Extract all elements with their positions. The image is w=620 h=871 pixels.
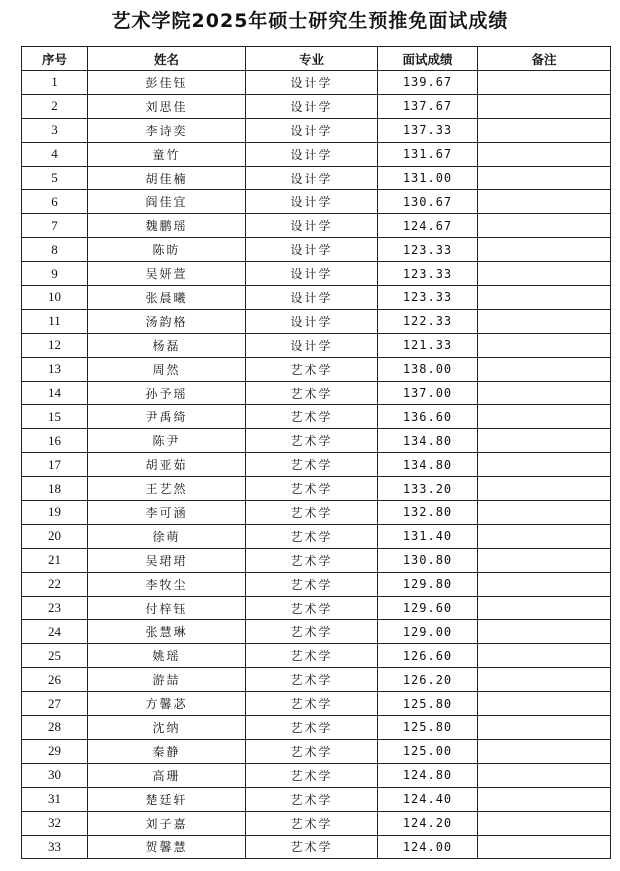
header-remarks: 备注 <box>478 47 611 71</box>
header-index: 序号 <box>22 47 88 71</box>
cell-index: 9 <box>22 262 88 286</box>
table-row <box>22 644 611 668</box>
cell-index: 22 <box>22 572 88 596</box>
cell-index: 30 <box>22 763 88 787</box>
header-score: 面试成绩 <box>378 47 478 71</box>
cell-remarks <box>478 71 611 95</box>
cell-score: 124.67 <box>378 214 478 238</box>
cell-remarks <box>478 190 611 214</box>
table-row <box>22 309 611 333</box>
cell-name: 刘子嘉 <box>88 811 246 835</box>
cell-index: 15 <box>22 405 88 429</box>
cell-name: 游喆 <box>88 668 246 692</box>
cell-score: 133.20 <box>378 477 478 501</box>
cell-major: 设计学 <box>246 309 378 333</box>
cell-score: 129.80 <box>378 572 478 596</box>
cell-major: 设计学 <box>246 238 378 262</box>
cell-remarks <box>478 429 611 453</box>
cell-remarks <box>478 286 611 310</box>
cell-name: 秦静 <box>88 739 246 763</box>
cell-score: 130.67 <box>378 190 478 214</box>
cell-name: 沈纳 <box>88 716 246 740</box>
cell-remarks <box>478 381 611 405</box>
cell-score: 132.80 <box>378 501 478 525</box>
cell-name: 徐萌 <box>88 524 246 548</box>
cell-index: 3 <box>22 118 88 142</box>
cell-index: 11 <box>22 309 88 333</box>
table-row <box>22 501 611 525</box>
cell-name: 吴珺珺 <box>88 548 246 572</box>
cell-score: 121.33 <box>378 333 478 357</box>
cell-index: 20 <box>22 524 88 548</box>
cell-major: 艺术学 <box>246 835 378 859</box>
cell-score: 126.20 <box>378 668 478 692</box>
cell-score: 129.00 <box>378 620 478 644</box>
table-row <box>22 333 611 357</box>
cell-remarks <box>478 572 611 596</box>
cell-score: 126.60 <box>378 644 478 668</box>
cell-score: 124.20 <box>378 811 478 835</box>
cell-name: 付梓钰 <box>88 596 246 620</box>
table-row <box>22 668 611 692</box>
table-row <box>22 238 611 262</box>
table-row <box>22 763 611 787</box>
cell-index: 4 <box>22 142 88 166</box>
cell-major: 设计学 <box>246 118 378 142</box>
cell-name: 贺馨慧 <box>88 835 246 859</box>
table-row <box>22 381 611 405</box>
cell-remarks <box>478 668 611 692</box>
cell-remarks <box>478 787 611 811</box>
cell-major: 设计学 <box>246 286 378 310</box>
table-row <box>22 620 611 644</box>
cell-major: 艺术学 <box>246 524 378 548</box>
cell-major: 艺术学 <box>246 405 378 429</box>
document-title: 艺术学院2025年硕士研究生预推免面试成绩 <box>111 10 509 32</box>
cell-remarks <box>478 692 611 716</box>
cell-score: 136.60 <box>378 405 478 429</box>
cell-major: 艺术学 <box>246 620 378 644</box>
cell-name: 高珊 <box>88 763 246 787</box>
cell-score: 125.00 <box>378 739 478 763</box>
cell-major: 设计学 <box>246 94 378 118</box>
cell-index: 32 <box>22 811 88 835</box>
cell-name: 王艺然 <box>88 477 246 501</box>
table-row <box>22 548 611 572</box>
cell-remarks <box>478 548 611 572</box>
table-header-row <box>22 47 611 71</box>
table-row <box>22 262 611 286</box>
cell-score: 129.60 <box>378 596 478 620</box>
cell-major: 艺术学 <box>246 739 378 763</box>
cell-name: 汤韵格 <box>88 309 246 333</box>
cell-major: 艺术学 <box>246 692 378 716</box>
cell-name: 刘思佳 <box>88 94 246 118</box>
cell-index: 14 <box>22 381 88 405</box>
cell-score: 123.33 <box>378 238 478 262</box>
cell-remarks <box>478 739 611 763</box>
cell-index: 12 <box>22 333 88 357</box>
cell-score: 130.80 <box>378 548 478 572</box>
cell-score: 131.40 <box>378 524 478 548</box>
cell-major: 艺术学 <box>246 787 378 811</box>
cell-remarks <box>478 357 611 381</box>
cell-index: 6 <box>22 190 88 214</box>
cell-major: 艺术学 <box>246 429 378 453</box>
cell-name: 李牧尘 <box>88 572 246 596</box>
table-row <box>22 716 611 740</box>
cell-major: 艺术学 <box>246 716 378 740</box>
cell-index: 24 <box>22 620 88 644</box>
cell-name: 楚廷轩 <box>88 787 246 811</box>
cell-score: 137.33 <box>378 118 478 142</box>
cell-score: 123.33 <box>378 286 478 310</box>
table-row <box>22 429 611 453</box>
cell-name: 方馨苾 <box>88 692 246 716</box>
cell-major: 艺术学 <box>246 668 378 692</box>
cell-score: 131.00 <box>378 166 478 190</box>
cell-major: 设计学 <box>246 333 378 357</box>
cell-major: 艺术学 <box>246 453 378 477</box>
cell-index: 13 <box>22 357 88 381</box>
cell-remarks <box>478 333 611 357</box>
cell-score: 124.00 <box>378 835 478 859</box>
cell-major: 艺术学 <box>246 381 378 405</box>
cell-score: 131.67 <box>378 142 478 166</box>
cell-index: 28 <box>22 716 88 740</box>
table-row <box>22 286 611 310</box>
cell-remarks <box>478 166 611 190</box>
cell-remarks <box>478 763 611 787</box>
cell-major: 艺术学 <box>246 548 378 572</box>
table-row <box>22 453 611 477</box>
cell-remarks <box>478 620 611 644</box>
cell-major: 设计学 <box>246 190 378 214</box>
cell-major: 设计学 <box>246 142 378 166</box>
cell-name: 童竹 <box>88 142 246 166</box>
cell-remarks <box>478 477 611 501</box>
cell-name: 杨磊 <box>88 333 246 357</box>
table-row <box>22 94 611 118</box>
cell-name: 张慧琳 <box>88 620 246 644</box>
cell-name: 魏鹏瑶 <box>88 214 246 238</box>
cell-major: 设计学 <box>246 262 378 286</box>
cell-index: 18 <box>22 477 88 501</box>
table-row <box>22 787 611 811</box>
cell-name: 阎佳宜 <box>88 190 246 214</box>
cell-index: 29 <box>22 739 88 763</box>
cell-index: 21 <box>22 548 88 572</box>
cell-name: 孙予瑶 <box>88 381 246 405</box>
cell-score: 124.80 <box>378 763 478 787</box>
cell-name: 周然 <box>88 357 246 381</box>
cell-major: 艺术学 <box>246 811 378 835</box>
cell-index: 33 <box>22 835 88 859</box>
cell-remarks <box>478 94 611 118</box>
cell-index: 16 <box>22 429 88 453</box>
cell-index: 19 <box>22 501 88 525</box>
cell-index: 8 <box>22 238 88 262</box>
table-row <box>22 739 611 763</box>
cell-remarks <box>478 405 611 429</box>
cell-name: 胡佳楠 <box>88 166 246 190</box>
cell-remarks <box>478 142 611 166</box>
cell-index: 27 <box>22 692 88 716</box>
cell-major: 艺术学 <box>246 763 378 787</box>
cell-name: 李诗奕 <box>88 118 246 142</box>
cell-index: 23 <box>22 596 88 620</box>
cell-score: 139.67 <box>378 71 478 95</box>
cell-name: 尹禹绮 <box>88 405 246 429</box>
table-row <box>22 692 611 716</box>
cell-index: 7 <box>22 214 88 238</box>
cell-score: 134.80 <box>378 453 478 477</box>
cell-remarks <box>478 309 611 333</box>
header-name: 姓名 <box>88 47 246 71</box>
cell-score: 137.00 <box>378 381 478 405</box>
cell-name: 陈尹 <box>88 429 246 453</box>
table-row <box>22 405 611 429</box>
table-row <box>22 811 611 835</box>
table-row <box>22 166 611 190</box>
cell-remarks <box>478 262 611 286</box>
cell-score: 125.80 <box>378 692 478 716</box>
cell-remarks <box>478 524 611 548</box>
cell-remarks <box>478 118 611 142</box>
table-row <box>22 142 611 166</box>
cell-remarks <box>478 214 611 238</box>
cell-remarks <box>478 453 611 477</box>
cell-name: 张晨曦 <box>88 286 246 310</box>
table-row <box>22 214 611 238</box>
cell-index: 31 <box>22 787 88 811</box>
table-row <box>22 572 611 596</box>
cell-major: 艺术学 <box>246 477 378 501</box>
table-row <box>22 596 611 620</box>
cell-index: 5 <box>22 166 88 190</box>
cell-index: 26 <box>22 668 88 692</box>
cell-score: 138.00 <box>378 357 478 381</box>
cell-remarks <box>478 716 611 740</box>
cell-score: 122.33 <box>378 309 478 333</box>
cell-major: 艺术学 <box>246 501 378 525</box>
cell-name: 胡亚茹 <box>88 453 246 477</box>
cell-score: 134.80 <box>378 429 478 453</box>
table-row <box>22 190 611 214</box>
cell-major: 艺术学 <box>246 572 378 596</box>
cell-name: 李可涵 <box>88 501 246 525</box>
table-row <box>22 835 611 859</box>
cell-index: 17 <box>22 453 88 477</box>
cell-name: 姚瑶 <box>88 644 246 668</box>
cell-remarks <box>478 644 611 668</box>
cell-remarks <box>478 501 611 525</box>
cell-index: 1 <box>22 71 88 95</box>
cell-index: 25 <box>22 644 88 668</box>
cell-major: 设计学 <box>246 71 378 95</box>
cell-major: 设计学 <box>246 166 378 190</box>
table-row <box>22 524 611 548</box>
cell-remarks <box>478 835 611 859</box>
cell-index: 2 <box>22 94 88 118</box>
cell-name: 彭佳钰 <box>88 71 246 95</box>
cell-major: 艺术学 <box>246 596 378 620</box>
cell-name: 陈昉 <box>88 238 246 262</box>
cell-major: 设计学 <box>246 214 378 238</box>
cell-remarks <box>478 811 611 835</box>
table-row <box>22 71 611 95</box>
cell-score: 124.40 <box>378 787 478 811</box>
cell-score: 125.80 <box>378 716 478 740</box>
table-row <box>22 477 611 501</box>
table-body <box>22 71 611 859</box>
cell-index: 10 <box>22 286 88 310</box>
table-row <box>22 357 611 381</box>
cell-remarks <box>478 596 611 620</box>
cell-score: 123.33 <box>378 262 478 286</box>
cell-remarks <box>478 238 611 262</box>
header-major: 专业 <box>246 47 378 71</box>
cell-major: 艺术学 <box>246 644 378 668</box>
table-row <box>22 118 611 142</box>
cell-score: 137.67 <box>378 94 478 118</box>
cell-name: 吴妍萱 <box>88 262 246 286</box>
interview-score-table <box>21 46 611 859</box>
cell-major: 艺术学 <box>246 357 378 381</box>
